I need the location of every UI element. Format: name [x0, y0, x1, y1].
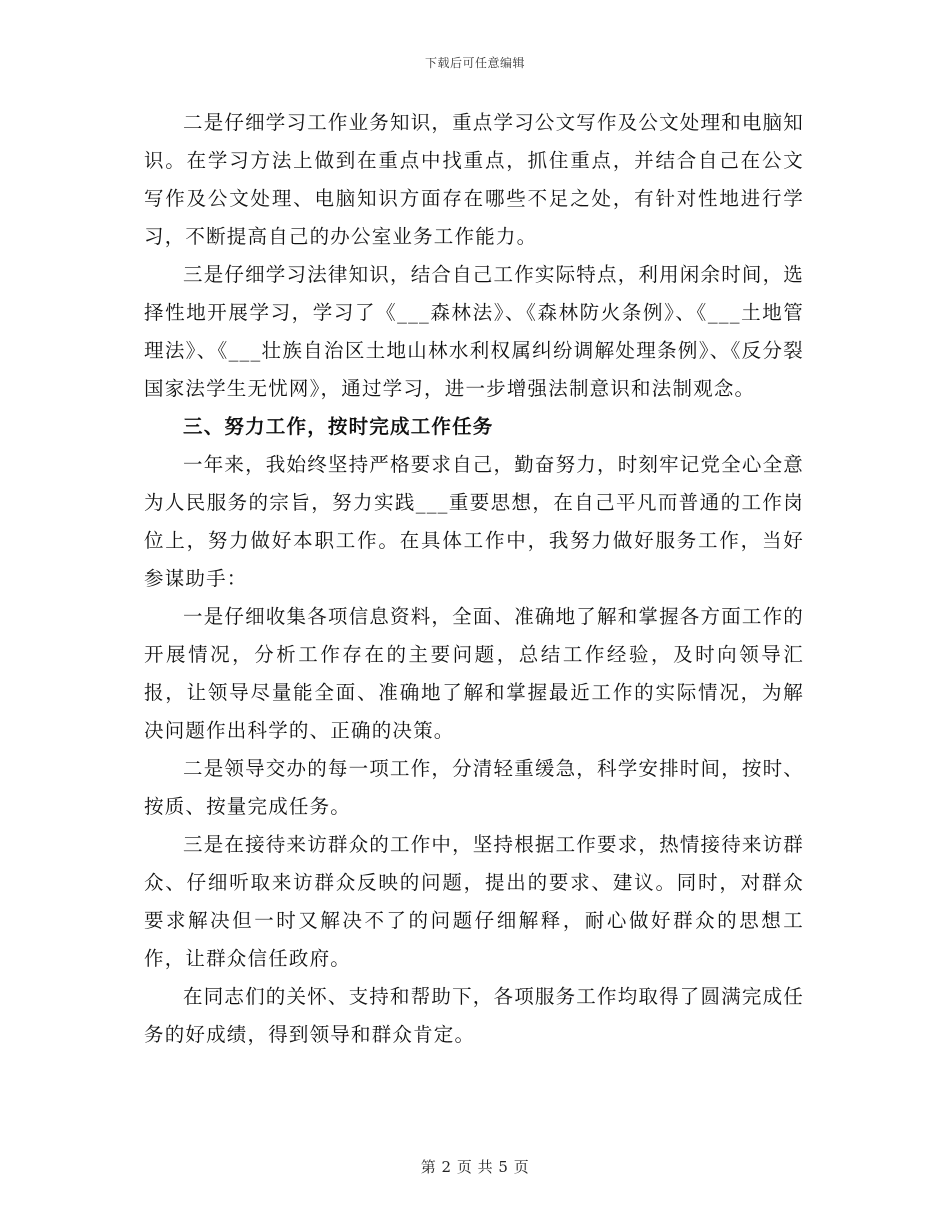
page-number: 第 2 页 共 5 页: [420, 1158, 530, 1176]
paragraph-year-summary: 一年来，我始终坚持严格要求自己，勤奋努力，时刻牢记党全心全意为人民服务的宗旨，努力实践___重要思想，在自己平凡而普通的工作岗位上，努力做好本职工作。在具体工作中，我努力做好服务工作，当好参谋助手：: [144, 453, 805, 590]
document-body: [144, 104, 804, 1054]
page-header: 下载后可任意编辑: [424, 56, 525, 70]
paragraph-reception: 三是在接待来访群众的工作中，坚持根据工作要求，热情接待来访群众、仔细听取来访群众反映的问题，提出的要求、建议。同时，对群众要求解决但一时又解决不了的问题仔细解释，耐心做好群众的思想工作，让群众信任政府。: [144, 833, 805, 970]
paragraph-collect-info: 一是仔细收集各项信息资料，全面、准确地了解和掌握各方面工作的开展情况，分析工作存在的主要问题，总结工作经验，及时向领导汇报，让领导尽量能全面、准确地了解和掌握最近工作的实际情况，为解决问题作出科学的、正确的决策。: [144, 605, 805, 742]
section-heading-work: 三、努力工作，按时完成工作任务: [183, 415, 494, 438]
paragraph-study-law: 三是仔细学习法律知识，结合自己工作实际特点，利用闲余时间，选择性地开展学习，学习了《___森林法》、《森林防火条例》、《___土地管理法》、《___壮族自治区土地山林水利权属纠纷调解处理条例》、《反分裂国家法学生无忧网》，通过学习，进一步增强法制意识和法制观念。: [144, 263, 805, 400]
paragraph-conclusion: 在同志们的关怀、支持和帮助下，各项服务工作均取得了圆满完成任务的好成绩，得到领导和群众肯定。: [144, 985, 805, 1046]
paragraph-study-business: 二是仔细学习工作业务知识，重点学习公文写作及公文处理和电脑知识。在学习方法上做到在重点中找重点，抓住重点，并结合自己在公文写作及公文处理、电脑知识方面存在哪些不足之处，有针对性地进行学习，不断提高自己的办公室业务工作能力。: [144, 111, 805, 248]
paragraph-leader-tasks: 二是领导交办的每一项工作，分清轻重缓急，科学安排时间，按时、按质、按量完成任务。: [144, 757, 805, 818]
